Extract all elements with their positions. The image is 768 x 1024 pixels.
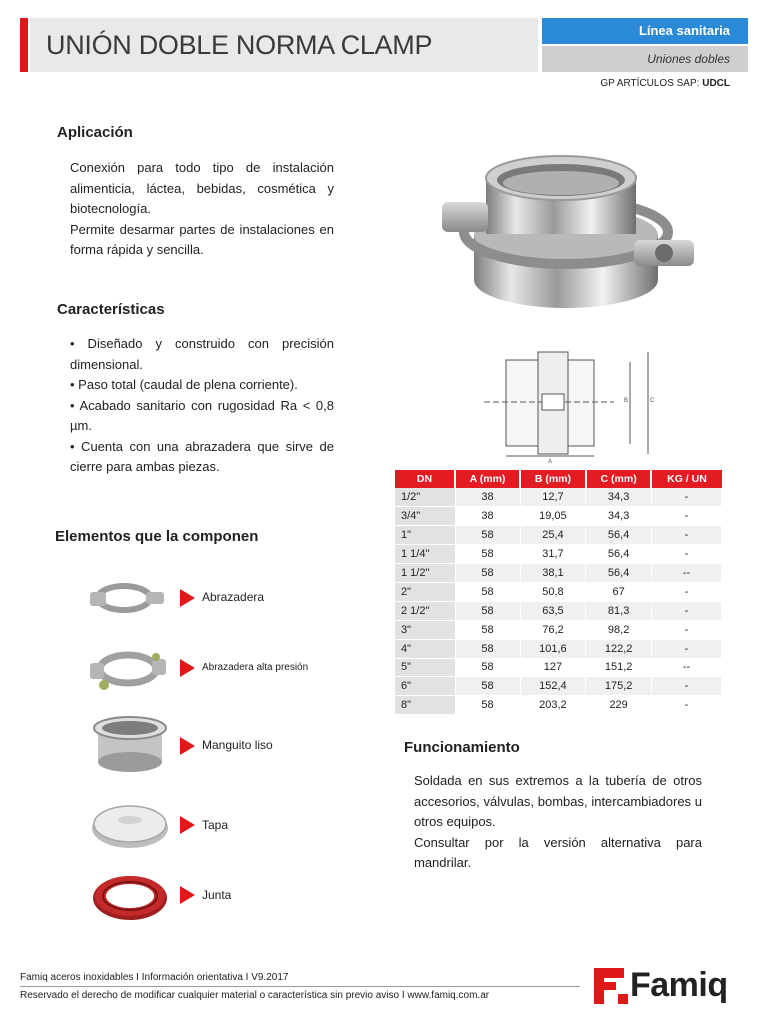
table-cell: 98,2	[586, 620, 652, 639]
page-title: UNIÓN DOBLE NORMA CLAMP	[46, 30, 433, 60]
table-row	[395, 526, 722, 545]
table-cell: 56,4	[586, 526, 652, 545]
table-cell: 50,8	[520, 582, 586, 601]
table-cell: 229	[586, 696, 652, 715]
sap-code: UDCL	[702, 78, 730, 89]
table-row	[395, 639, 722, 658]
table-cell: 203,2	[520, 696, 586, 715]
table-cell: 56,4	[586, 564, 652, 583]
table-row	[395, 582, 722, 601]
table-cell: 58	[455, 545, 520, 564]
table-cell: 58	[455, 601, 520, 620]
famiq-logo	[594, 966, 748, 1006]
table-cell: 3/4"	[395, 507, 455, 526]
table-cell: 175,2	[586, 677, 652, 696]
caracteristica-item: • Paso total (caudal de plena corriente).	[70, 377, 298, 392]
table-cell: 152,4	[520, 677, 586, 696]
junta-image	[90, 868, 170, 924]
arrow-icon	[180, 816, 195, 834]
famiq-logo-icon	[594, 968, 628, 1004]
elemento-label-abrazadera: Abrazadera	[202, 590, 265, 604]
table-cell: 1 1/2"	[395, 564, 455, 583]
product-photo-union-clamp	[438, 140, 700, 315]
table-cell: 127	[520, 658, 586, 677]
table-cell: 76,2	[520, 620, 586, 639]
table-cell: 58	[455, 620, 520, 639]
aplicacion-line-1: Conexión para todo tipo de instalación alimenticia, láctea, bebidas, cosmética y biotecnología.	[70, 160, 334, 216]
table-cell: 63,5	[520, 601, 586, 620]
table-cell: 58	[455, 526, 520, 545]
table-cell: 12,7	[520, 488, 586, 507]
table-cell: -	[651, 582, 721, 601]
table-cell: 58	[455, 582, 520, 601]
table-cell: 151,2	[586, 658, 652, 677]
dimension-label-c: C	[650, 398, 655, 404]
table-cell: -	[651, 507, 721, 526]
table-row	[395, 620, 722, 639]
table-cell: 6"	[395, 677, 455, 696]
subcategory-label: Uniones dobles	[542, 46, 748, 72]
arrow-icon	[180, 886, 195, 904]
famiq-logo-text: Famiq	[630, 966, 728, 1004]
aplicacion-text	[70, 158, 334, 261]
table-row	[395, 677, 722, 696]
section-title-caracteristicas: Características	[57, 301, 165, 318]
category-label: Línea sanitaria	[542, 18, 748, 44]
table-cell: 58	[455, 658, 520, 677]
tapa-image	[90, 798, 170, 850]
arrow-icon	[180, 659, 195, 677]
funcionamiento-line-2: Consultar por la versión alternativa para mandrilar.	[414, 834, 702, 870]
sap-label: GP ARTÍCULOS SAP:	[600, 78, 700, 89]
table-cell: 1"	[395, 526, 455, 545]
section-title-aplicacion: Aplicación	[57, 124, 133, 141]
table-row	[395, 658, 722, 677]
table-cell: 38	[455, 507, 520, 526]
aplicacion-line-2: Permite desarmar partes de instalaciones en forma rápida y sencilla.	[70, 221, 334, 257]
table-cell: 8"	[395, 696, 455, 715]
table-row	[395, 601, 722, 620]
dimension-label-a: A	[548, 459, 553, 464]
table-cell: --	[651, 564, 721, 583]
table-cell: 34,3	[586, 507, 652, 526]
table-cell: -	[651, 526, 721, 545]
arrow-icon	[180, 737, 195, 755]
table-cell: 58	[455, 564, 520, 583]
table-header-row	[395, 470, 722, 488]
table-cell: -	[651, 677, 721, 696]
table-row	[395, 564, 722, 583]
table-cell: 3"	[395, 620, 455, 639]
arrow-icon	[180, 589, 195, 607]
table-cell: 38	[455, 488, 520, 507]
table-header-cell: DN	[395, 470, 455, 488]
funcionamiento-line-1: Soldada en sus extremos a la tubería de otros accesorios, válvulas, bombas, intercambiadores u otros equipos.	[414, 773, 702, 829]
table-header-cell: A (mm)	[455, 470, 520, 488]
table-row	[395, 545, 722, 564]
elemento-label-manguito-liso: Manguito liso	[202, 738, 273, 752]
elemento-label-tapa: Tapa	[202, 818, 229, 832]
caracteristica-item: • Cuenta con una abrazadera que sirve de cierre para ambas piezas.	[70, 438, 334, 474]
table-cell: 58	[455, 696, 520, 715]
sap-code-line	[600, 78, 730, 89]
table-body	[395, 488, 722, 715]
elemento-label-abrazadera-alta-presion: Abrazadera alta presión	[202, 662, 309, 673]
table-cell: 19,05	[520, 507, 586, 526]
technical-drawing	[484, 344, 660, 464]
table-cell: 56,4	[586, 545, 652, 564]
table-row	[395, 507, 722, 526]
footer-line-2: Reservado el derecho de modificar cualquier material o característica sin previo aviso I www.famiq.com.ar	[20, 990, 490, 1001]
footer-divider	[20, 986, 580, 987]
table-cell: 5"	[395, 658, 455, 677]
table-cell: -	[651, 488, 721, 507]
table-header-cell: KG / UN	[651, 470, 721, 488]
abrazadera-alta-presion-image	[90, 645, 168, 695]
table-cell: 34,3	[586, 488, 652, 507]
section-title-funcionamiento: Funcionamiento	[404, 739, 520, 756]
caracteristicas-list	[70, 334, 334, 478]
elemento-label-junta: Junta	[202, 888, 232, 902]
table-cell: 2 1/2"	[395, 601, 455, 620]
manguito-liso-image	[88, 716, 172, 774]
table-cell: 4"	[395, 639, 455, 658]
footer-line-1: Famiq aceros inoxidables I Información orientativa I V9.2017	[20, 972, 289, 983]
table-row	[395, 696, 722, 715]
table-cell: -	[651, 639, 721, 658]
table-cell: 58	[455, 677, 520, 696]
table-header-cell: C (mm)	[586, 470, 652, 488]
table-cell: --	[651, 658, 721, 677]
table-cell: 101,6	[520, 639, 586, 658]
dimensions-table	[395, 470, 722, 715]
table-cell: 67	[586, 582, 652, 601]
caracteristica-item: • Diseñado y construido con precisión dimensional.	[70, 336, 334, 372]
table-header-cell: B (mm)	[520, 470, 586, 488]
section-title-elementos: Elementos que la componen	[55, 528, 259, 545]
table-cell: 2"	[395, 582, 455, 601]
table-cell: -	[651, 620, 721, 639]
dimension-label-b: B	[624, 398, 629, 404]
funcionamiento-text	[414, 771, 702, 874]
table-cell: 81,3	[586, 601, 652, 620]
caracteristica-item: • Acabado sanitario con rugosidad Ra < 0,8 µm.	[70, 397, 334, 433]
table-row	[395, 488, 722, 507]
table-cell: -	[651, 696, 721, 715]
table-cell: 122,2	[586, 639, 652, 658]
header-accent-bar	[20, 18, 28, 72]
header-title-box	[30, 18, 538, 72]
table-cell: 1/2"	[395, 488, 455, 507]
table-cell: 58	[455, 639, 520, 658]
table-cell: -	[651, 545, 721, 564]
table-cell: 31,7	[520, 545, 586, 564]
table-cell: -	[651, 601, 721, 620]
table-cell: 38,1	[520, 564, 586, 583]
abrazadera-image	[88, 578, 166, 618]
table-cell: 1 1/4"	[395, 545, 455, 564]
table-cell: 25,4	[520, 526, 586, 545]
